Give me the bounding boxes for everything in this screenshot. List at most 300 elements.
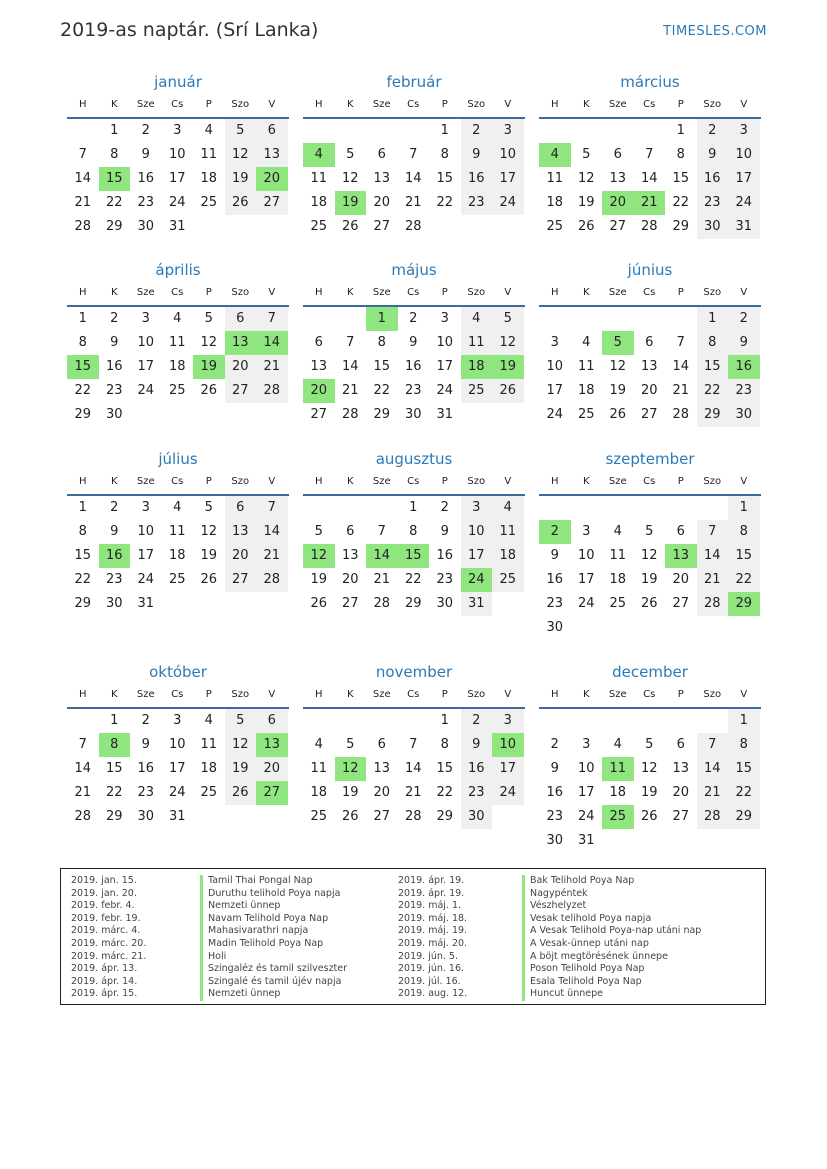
day-cell: 15 — [436, 761, 454, 776]
week-row — [67, 403, 289, 427]
legend-dates-right — [398, 875, 467, 1001]
day-cell: 21 — [697, 781, 729, 805]
day-cell: 3 — [728, 119, 760, 143]
weekday-label: Szo — [467, 287, 486, 298]
week-row — [67, 307, 289, 331]
day-cell: 7 — [697, 520, 729, 544]
weekday-label: V — [740, 99, 748, 110]
weekday-header — [539, 683, 761, 709]
weekday-label: H — [550, 476, 559, 487]
holiday-day-cell: 15 — [398, 544, 430, 568]
day-cell: 3 — [141, 500, 150, 515]
month-title: június — [627, 261, 673, 279]
week-row — [539, 307, 761, 331]
weekday-label: Sze — [608, 476, 627, 487]
day-cell: 7 — [409, 147, 418, 162]
legend-dates-left — [71, 875, 146, 1001]
day-cell: 24 — [728, 191, 760, 215]
day-cell: 27 — [609, 219, 627, 234]
day-cell: 5 — [492, 307, 524, 331]
week-row — [539, 829, 761, 853]
weekday-label: H — [78, 689, 87, 700]
day-cell: 18 — [168, 548, 186, 563]
empty-day-cell — [665, 829, 697, 853]
day-cell: 23 — [404, 383, 422, 398]
weekday-label: H — [550, 287, 559, 298]
day-cell: 14 — [640, 171, 658, 186]
day-cell: 31 — [137, 596, 155, 611]
weekday-label: Szo — [703, 476, 722, 487]
week-row — [303, 167, 525, 191]
holiday-date: 2019. márc. 20. — [71, 937, 147, 949]
day-cell: 16 — [404, 359, 422, 374]
week-row — [539, 805, 761, 829]
weekday-label: H — [78, 99, 87, 110]
holiday-day-cell: 14 — [256, 331, 288, 355]
day-cell: 10 — [168, 147, 186, 162]
day-cell: 3 — [492, 709, 524, 733]
day-cell: 9 — [550, 548, 559, 563]
weekday-label: P — [677, 689, 684, 700]
day-cell: 22 — [728, 568, 760, 592]
holiday-day-cell: 4 — [539, 143, 571, 167]
day-cell: 10 — [436, 335, 454, 350]
empty-day-cell — [461, 215, 493, 239]
weekday-label: P — [441, 287, 448, 298]
empty-day-cell — [728, 616, 760, 640]
empty-day-cell — [571, 709, 603, 733]
weekday-header — [67, 683, 289, 709]
day-cell: 5 — [225, 119, 257, 143]
day-cell: 7 — [346, 335, 355, 350]
day-cell: 4 — [461, 307, 493, 331]
week-row — [67, 568, 289, 592]
weekday-label: Szo — [231, 99, 250, 110]
empty-day-cell — [193, 215, 225, 239]
day-cell: 8 — [728, 733, 760, 757]
empty-day-cell — [697, 709, 729, 733]
day-cell: 26 — [200, 572, 218, 587]
day-cell: 6 — [225, 496, 257, 520]
empty-day-cell — [366, 119, 398, 143]
weekday-label: H — [550, 689, 559, 700]
holiday-date: 2019. máj. 20. — [398, 937, 468, 949]
holiday-day-cell: 27 — [256, 781, 288, 805]
day-cell: 24 — [436, 383, 454, 398]
week-row — [67, 167, 289, 191]
day-cell: 15 — [728, 544, 760, 568]
day-cell: 24 — [577, 809, 595, 824]
day-cell: 3 — [492, 119, 524, 143]
empty-day-cell — [634, 829, 666, 853]
day-cell: 20 — [373, 785, 391, 800]
month-február — [303, 71, 525, 239]
holiday-name: Szingaléz és tamil szilveszter — [200, 963, 347, 976]
day-cell: 13 — [609, 171, 627, 186]
week-row — [67, 709, 289, 733]
day-cell: 24 — [137, 383, 155, 398]
day-cell: 28 — [74, 809, 92, 824]
empty-day-cell — [539, 307, 571, 331]
day-cell: 8 — [697, 331, 729, 355]
holiday-date: 2019. máj. 1. — [398, 900, 462, 912]
site-link[interactable]: TIMESLES.COM — [663, 24, 767, 39]
weekday-label: K — [582, 287, 590, 298]
day-cell: 20 — [225, 544, 257, 568]
day-cell: 22 — [74, 383, 92, 398]
weekday-label: V — [268, 476, 276, 487]
week-row — [67, 191, 289, 215]
weekday-label: Sze — [136, 99, 155, 110]
week-row — [303, 143, 525, 167]
empty-day-cell — [193, 805, 225, 829]
day-cell: 3 — [173, 713, 182, 728]
day-cell: 25 — [168, 383, 186, 398]
day-cell: 13 — [672, 761, 690, 776]
day-cell: 5 — [314, 524, 323, 539]
day-cell: 16 — [436, 548, 454, 563]
day-cell: 17 — [492, 757, 524, 781]
day-cell: 10 — [577, 548, 595, 563]
day-cell: 4 — [492, 496, 524, 520]
weekday-header — [539, 93, 761, 119]
weekday-label: K — [110, 689, 118, 700]
day-cell: 25 — [577, 407, 595, 422]
empty-day-cell — [303, 119, 335, 143]
day-cell: 4 — [582, 335, 591, 350]
week-row — [67, 733, 289, 757]
empty-day-cell — [665, 709, 697, 733]
empty-day-cell — [366, 496, 398, 520]
day-cell: 21 — [697, 568, 729, 592]
holiday-day-cell: 5 — [602, 331, 634, 355]
weekday-label: V — [504, 287, 512, 298]
week-row — [67, 496, 289, 520]
day-cell: 8 — [440, 737, 449, 752]
weekday-label: Sze — [608, 689, 627, 700]
holiday-day-cell: 13 — [665, 544, 697, 568]
empty-day-cell — [303, 496, 335, 520]
day-cell: 5 — [346, 147, 355, 162]
week-row — [303, 592, 525, 616]
empty-day-cell — [634, 709, 666, 733]
day-cell: 22 — [105, 195, 123, 210]
day-cell: 1 — [409, 500, 418, 515]
day-cell: 11 — [168, 335, 186, 350]
day-cell: 31 — [168, 219, 186, 234]
weekday-label: P — [441, 476, 448, 487]
day-cell: 25 — [546, 219, 564, 234]
weekday-label: Cs — [643, 99, 656, 110]
week-row — [303, 307, 525, 331]
day-cell: 6 — [256, 709, 288, 733]
day-cell: 3 — [550, 335, 559, 350]
day-cell: 11 — [546, 171, 564, 186]
holiday-name: Poson Telihold Poya Nap — [522, 963, 701, 976]
day-cell: 13 — [310, 359, 328, 374]
day-cell: 5 — [346, 737, 355, 752]
day-cell: 9 — [728, 331, 760, 355]
day-cell: 4 — [613, 524, 622, 539]
day-cell: 24 — [492, 781, 524, 805]
day-cell: 30 — [461, 805, 493, 829]
week-row — [303, 805, 525, 829]
day-cell: 1 — [78, 500, 87, 515]
day-cell: 18 — [200, 761, 218, 776]
day-cell: 13 — [256, 143, 288, 167]
day-cell: 22 — [74, 572, 92, 587]
empty-day-cell — [665, 496, 697, 520]
empty-day-cell — [492, 805, 524, 829]
empty-day-cell — [256, 805, 288, 829]
day-cell: 28 — [373, 596, 391, 611]
day-cell: 5 — [645, 737, 654, 752]
day-cell: 27 — [341, 596, 359, 611]
day-cell: 25 — [609, 596, 627, 611]
empty-day-cell — [539, 119, 571, 143]
weekday-label: P — [677, 476, 684, 487]
weekday-label: P — [205, 476, 212, 487]
empty-day-cell — [697, 616, 729, 640]
weekday-label: K — [346, 476, 354, 487]
day-cell: 9 — [409, 335, 418, 350]
day-cell: 28 — [697, 592, 729, 616]
weekday-label: H — [78, 287, 87, 298]
weekday-label: V — [504, 476, 512, 487]
day-cell: 23 — [105, 383, 123, 398]
day-cell: 11 — [168, 524, 186, 539]
day-cell: 14 — [697, 757, 729, 781]
week-row — [539, 496, 761, 520]
day-cell: 14 — [341, 359, 359, 374]
day-cell: 27 — [225, 379, 257, 403]
holiday-date: 2019. márc. 4. — [71, 925, 141, 937]
day-cell: 26 — [310, 596, 328, 611]
day-cell: 22 — [672, 195, 690, 210]
empty-day-cell — [602, 496, 634, 520]
day-cell: 12 — [609, 359, 627, 374]
day-cell: 3 — [173, 123, 182, 138]
day-cell: 23 — [105, 572, 123, 587]
day-cell: 6 — [676, 737, 685, 752]
day-cell: 23 — [546, 596, 564, 611]
day-cell: 27 — [310, 407, 328, 422]
day-cell: 1 — [78, 311, 87, 326]
day-cell: 15 — [728, 757, 760, 781]
month-október — [67, 661, 289, 829]
day-cell: 16 — [461, 757, 493, 781]
week-row — [67, 215, 289, 239]
month-augusztus — [303, 448, 525, 616]
empty-day-cell — [492, 215, 524, 239]
month-title: november — [375, 663, 453, 681]
empty-day-cell — [728, 829, 760, 853]
day-cell: 5 — [582, 147, 591, 162]
day-cell: 10 — [546, 359, 564, 374]
day-cell: 29 — [436, 809, 454, 824]
day-cell: 25 — [310, 219, 328, 234]
day-cell: 10 — [137, 335, 155, 350]
week-row — [303, 781, 525, 805]
holiday-date: 2019. jan. 20. — [71, 887, 137, 899]
day-cell: 30 — [697, 215, 729, 239]
day-cell: 19 — [341, 785, 359, 800]
weekday-label: Cs — [407, 99, 420, 110]
empty-day-cell — [193, 592, 225, 616]
week-row — [539, 592, 761, 616]
day-cell: 19 — [640, 785, 658, 800]
day-cell: 2 — [440, 500, 449, 515]
month-title: július — [158, 450, 198, 468]
month-title: augusztus — [375, 450, 453, 468]
day-cell: 30 — [728, 403, 760, 427]
day-cell: 22 — [404, 572, 422, 587]
day-cell: 19 — [310, 572, 328, 587]
day-cell: 26 — [492, 379, 524, 403]
month-december — [539, 661, 761, 853]
day-cell: 1 — [110, 123, 119, 138]
day-cell: 17 — [137, 548, 155, 563]
holiday-date: 2019. márc. 21. — [71, 950, 147, 962]
day-cell: 14 — [256, 520, 288, 544]
day-cell: 23 — [728, 379, 760, 403]
day-cell: 9 — [697, 143, 729, 167]
holiday-day-cell: 19 — [335, 191, 367, 215]
month-július — [67, 448, 289, 616]
empty-day-cell — [303, 307, 335, 331]
day-cell: 12 — [200, 335, 218, 350]
week-row — [539, 781, 761, 805]
holiday-name: Duruthu telihold Poya napja — [200, 888, 347, 901]
weekday-label: H — [314, 99, 323, 110]
day-cell: 8 — [78, 524, 87, 539]
holiday-name: Vészhelyzet — [522, 900, 701, 913]
day-cell: 20 — [373, 195, 391, 210]
month-január — [67, 71, 289, 239]
day-cell: 2 — [141, 713, 150, 728]
day-cell: 14 — [672, 359, 690, 374]
day-cell: 27 — [672, 596, 690, 611]
day-cell: 12 — [225, 733, 257, 757]
holiday-day-cell: 15 — [99, 167, 131, 191]
day-cell: 6 — [225, 307, 257, 331]
day-cell: 17 — [577, 572, 595, 587]
day-cell: 1 — [697, 307, 729, 331]
day-cell: 14 — [74, 171, 92, 186]
weekday-label: P — [205, 689, 212, 700]
month-title: szeptember — [605, 450, 695, 468]
week-row — [303, 119, 525, 143]
day-cell: 27 — [373, 219, 391, 234]
day-cell: 4 — [173, 500, 182, 515]
holiday-day-cell: 29 — [728, 592, 760, 616]
day-cell: 15 — [74, 548, 92, 563]
day-cell: 2 — [728, 307, 760, 331]
day-cell: 17 — [577, 785, 595, 800]
weekday-header — [67, 470, 289, 496]
day-cell: 19 — [609, 383, 627, 398]
week-row — [539, 167, 761, 191]
empty-day-cell — [571, 307, 603, 331]
day-cell: 27 — [256, 191, 288, 215]
day-cell: 18 — [310, 195, 328, 210]
weekday-label: K — [582, 99, 590, 110]
holiday-day-cell: 19 — [492, 355, 524, 379]
empty-day-cell — [398, 119, 430, 143]
day-cell: 7 — [256, 496, 288, 520]
day-cell: 15 — [436, 171, 454, 186]
day-cell: 22 — [105, 785, 123, 800]
month-title: április — [155, 261, 201, 279]
day-cell: 18 — [609, 785, 627, 800]
day-cell: 1 — [440, 713, 449, 728]
day-cell: 4 — [204, 123, 213, 138]
holiday-day-cell: 18 — [461, 355, 493, 379]
day-cell: 20 — [341, 572, 359, 587]
day-cell: 12 — [640, 761, 658, 776]
empty-day-cell — [256, 592, 288, 616]
week-row — [303, 757, 525, 781]
weekday-label: Sze — [372, 476, 391, 487]
holiday-day-cell: 15 — [67, 355, 99, 379]
weekday-label: Sze — [372, 287, 391, 298]
day-cell: 21 — [74, 195, 92, 210]
day-cell: 2 — [461, 119, 493, 143]
day-cell: 4 — [204, 713, 213, 728]
weekday-label: K — [110, 287, 118, 298]
day-cell: 31 — [436, 407, 454, 422]
day-cell: 11 — [609, 548, 627, 563]
week-row — [303, 520, 525, 544]
month-title: december — [612, 663, 688, 681]
weekday-label: Cs — [407, 689, 420, 700]
day-cell: 21 — [404, 195, 422, 210]
holiday-day-cell: 25 — [602, 805, 634, 829]
week-row — [539, 733, 761, 757]
week-row — [539, 520, 761, 544]
holiday-date: 2019. febr. 19. — [71, 912, 141, 924]
day-cell: 30 — [546, 833, 564, 848]
weekday-label: Sze — [136, 689, 155, 700]
week-row — [303, 331, 525, 355]
day-cell: 29 — [74, 596, 92, 611]
day-cell: 30 — [404, 407, 422, 422]
day-cell: 28 — [256, 379, 288, 403]
empty-day-cell — [256, 403, 288, 427]
day-cell: 23 — [137, 195, 155, 210]
week-row — [539, 616, 761, 640]
day-cell: 12 — [225, 143, 257, 167]
empty-day-cell — [602, 616, 634, 640]
empty-day-cell — [67, 119, 99, 143]
empty-day-cell — [602, 829, 634, 853]
weekday-label: Cs — [171, 99, 184, 110]
legend-names-left — [200, 875, 347, 1001]
day-cell: 17 — [546, 383, 564, 398]
weekday-label: H — [78, 476, 87, 487]
day-cell: 25 — [200, 785, 218, 800]
day-cell: 22 — [728, 781, 760, 805]
month-title: február — [386, 73, 442, 91]
empty-day-cell — [665, 616, 697, 640]
day-cell: 1 — [728, 496, 760, 520]
day-cell: 9 — [461, 733, 493, 757]
day-cell: 31 — [461, 592, 493, 616]
weekday-label: V — [740, 689, 748, 700]
week-row — [303, 544, 525, 568]
weekday-label: Cs — [643, 689, 656, 700]
day-cell: 28 — [404, 809, 422, 824]
